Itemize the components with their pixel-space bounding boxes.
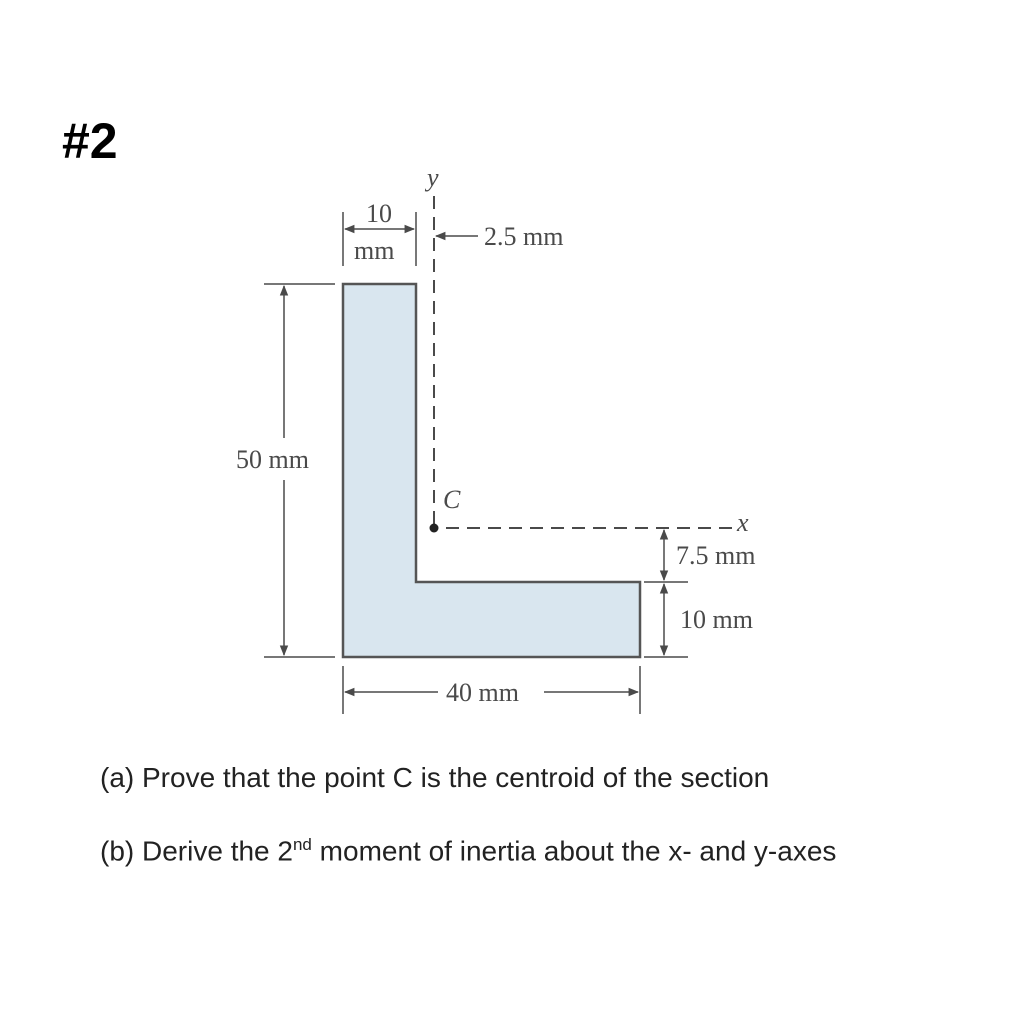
top-width-unit: mm — [354, 236, 395, 265]
centroid-label: C — [443, 485, 461, 514]
l-shape — [343, 284, 640, 657]
offset-x-label: 7.5 mm — [676, 541, 756, 570]
ordinal-suffix: nd — [292, 835, 312, 854]
y-axis-label: y — [427, 163, 439, 192]
offset-y-label: 2.5 mm — [484, 222, 564, 251]
centroid-point — [430, 524, 439, 533]
flange-thickness-label: 10 mm — [680, 605, 753, 634]
height-label: 50 mm — [236, 445, 309, 474]
problem-number: #2 — [62, 113, 118, 169]
question-b-end: moment of inertia about the x- and y-axes — [311, 835, 837, 867]
question-a: (a) Prove that the point C is the centroid of the section — [100, 762, 770, 793]
width-label: 40 mm — [446, 678, 519, 707]
x-axis-label: x — [737, 508, 749, 537]
question-b — [100, 835, 836, 867]
top-width-value: 10 — [366, 199, 392, 228]
question-b-start: (b) Derive the 2 — [100, 835, 293, 867]
